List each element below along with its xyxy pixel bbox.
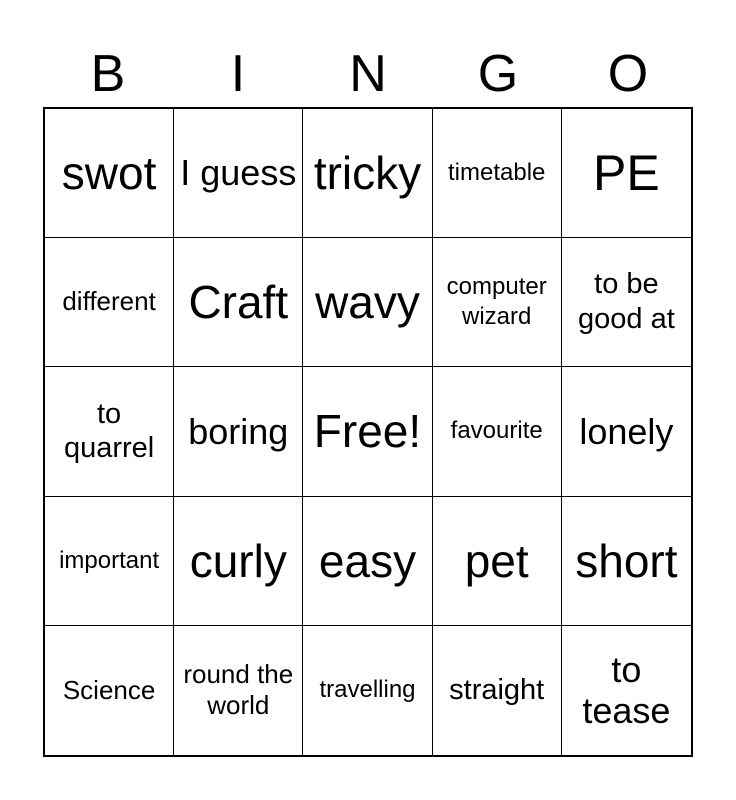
cell-text: tricky: [313, 146, 422, 199]
bingo-cell: [433, 367, 562, 496]
cell-text: PE: [593, 144, 660, 201]
bingo-cell: [45, 626, 174, 755]
bingo-cell: [303, 497, 432, 626]
cell-text: to quarrel: [63, 397, 155, 465]
bingo-cell: [303, 109, 432, 238]
header-letter-o: O: [607, 45, 649, 103]
cell-text: straight: [449, 673, 545, 706]
cell-text: travelling: [319, 676, 416, 704]
bingo-cell: [433, 626, 562, 755]
cell-text: short: [575, 534, 678, 587]
cell-text: easy: [318, 534, 417, 587]
cell-text: favourite: [450, 417, 543, 445]
cell-text: curly: [189, 534, 287, 587]
cell-text: swot: [61, 146, 157, 199]
cell-text: I guess: [180, 152, 297, 194]
bingo-cell: [303, 238, 432, 367]
bingo-cell: [433, 497, 562, 626]
bingo-cell: [174, 497, 303, 626]
cell-text: lonely: [579, 410, 674, 452]
bingo-cell: [45, 497, 174, 626]
bingo-header: [43, 40, 693, 108]
cell-text: wavy: [315, 276, 420, 329]
bingo-cell: [562, 626, 691, 755]
bingo-cell: [562, 367, 691, 496]
header-letter-n: N: [349, 45, 387, 103]
bingo-cell: [562, 109, 691, 238]
bingo-cell: [45, 367, 174, 496]
cell-text: timetable: [448, 159, 546, 187]
bingo-board: [43, 107, 693, 757]
bingo-cell: [303, 626, 432, 755]
bingo-cell: [562, 497, 691, 626]
cell-text: different: [62, 286, 156, 317]
cell-text: Free!: [313, 405, 422, 458]
bingo-cell: [45, 238, 174, 367]
cell-text: Craft: [188, 276, 289, 329]
bingo-cell: [174, 626, 303, 755]
bingo-cell: [433, 109, 562, 238]
bingo-cell: [433, 238, 562, 367]
bingo-cell: [174, 238, 303, 367]
cell-text: important: [59, 546, 160, 574]
bingo-cell: [562, 238, 691, 367]
header-letter-b: B: [90, 45, 126, 103]
cell-text: to be good at: [578, 268, 675, 336]
cell-text: boring: [188, 410, 289, 452]
bingo-cell: [174, 367, 303, 496]
header-letter-g: G: [477, 45, 519, 103]
cell-text: pet: [464, 534, 529, 587]
cell-text: Science: [62, 674, 156, 705]
bingo-cell: [303, 367, 432, 496]
bingo-cell: [174, 109, 303, 238]
header-letter-i: I: [230, 45, 246, 103]
cell-text: computer wizard: [446, 273, 547, 331]
cell-text: round the world: [183, 658, 294, 721]
cell-text: to tease: [582, 649, 671, 732]
bingo-cell: [45, 109, 174, 238]
